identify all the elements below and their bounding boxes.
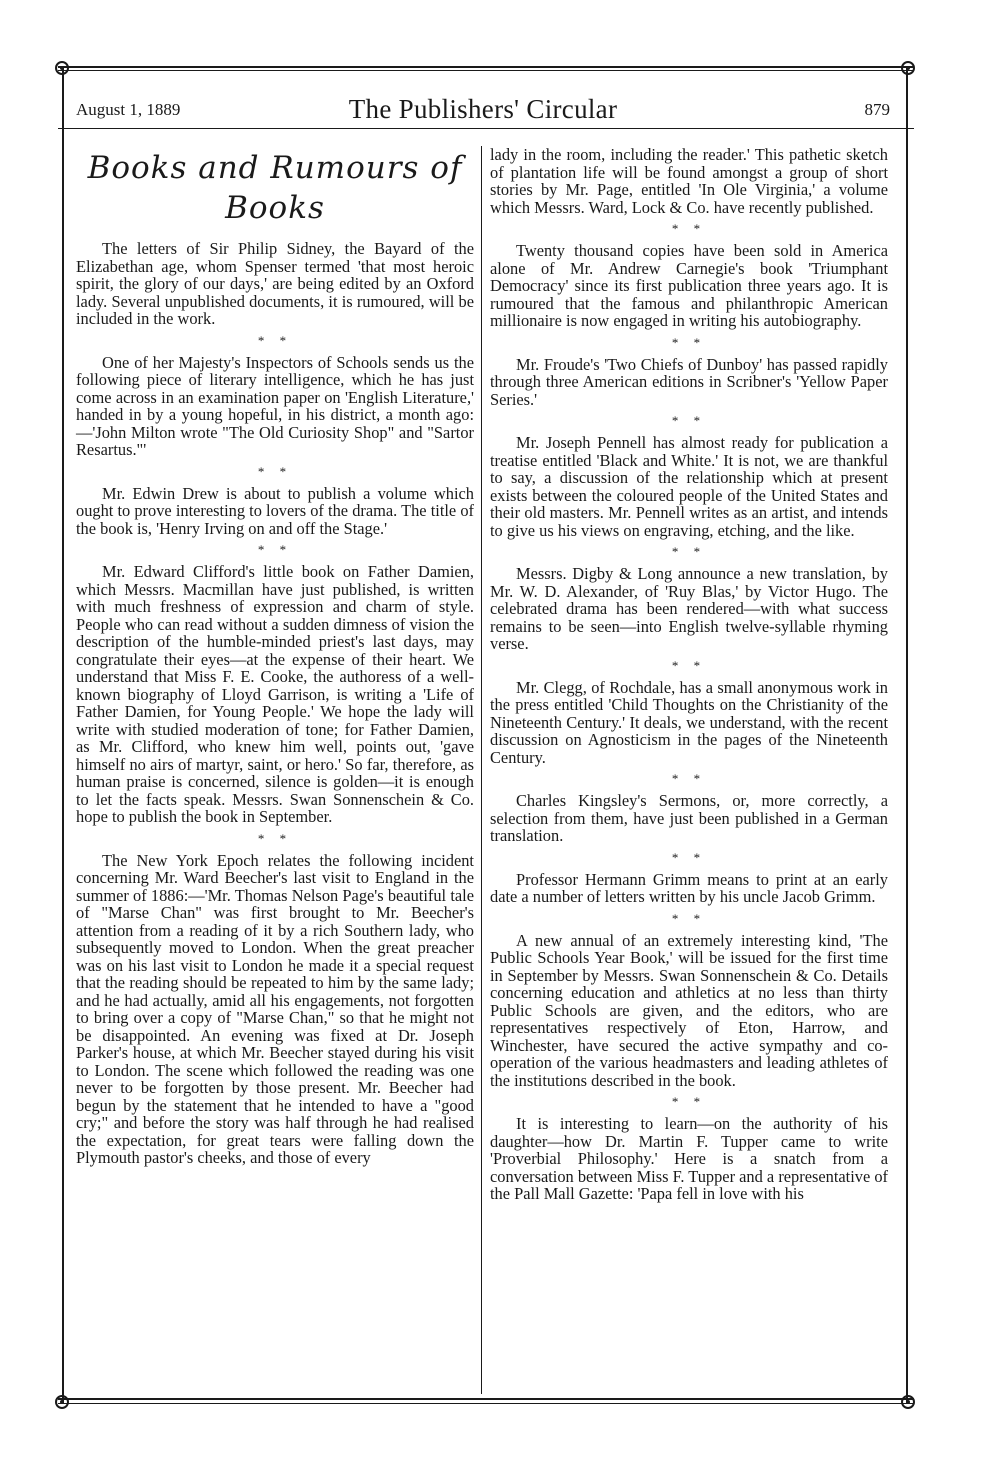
header-underline-rule: [58, 128, 914, 129]
right-column: [490, 146, 888, 1203]
corner-ornament-icon: [54, 1394, 70, 1410]
separator-asterisks: * *: [671, 413, 707, 428]
issue-date: August 1, 1889: [76, 100, 181, 119]
left-border-rule: [62, 66, 64, 1404]
separator-asterisks: * *: [671, 334, 707, 350]
article-paragraph: Professor Hermann Grimm means to print at an early date a number of letters written by his uncle Jacob Grimm.: [490, 869, 888, 906]
page-number: 879: [864, 100, 890, 119]
article-paragraph: Mr. Edwin Drew is about to publish a volume which ought to prove interesting to lovers of the drama. The title of the book is, 'Henry Irving on and off the Stage.': [76, 483, 474, 538]
article-paragraph: It is interesting to learn—on the authority of his daughter—how Dr. Martin F. Tupper came to write 'Proverbial Philosophy.' Here is a snatch from a conversation between Miss F. Tupper and a representative of the Pall Mall Gazette: 'Papa fell in love with his: [490, 1114, 888, 1203]
separator-asterisks: * *: [671, 849, 707, 865]
article-paragraph: Charles Kingsley's Sermons, or, more correctly, a selection from them, have just been published in a German translation.: [490, 791, 888, 845]
separator-asterisks: * *: [257, 332, 293, 348]
section-heading: Books and Rumours of Books: [87, 150, 463, 226]
continued-paragraph: lady in the room, including the reader.' This pathetic sketch of plantation life will be found amongst a group of short stories by Mr. Page, entitled 'In Ole Virginia,' a volume which Messrs. Ward, Lock & Co. have recently published.: [490, 145, 888, 217]
article-paragraph: A new annual of an extremely interesting kind, 'The Public Schools Year Book,' will be issued for the first time in September by Messrs. Swan Sonnenschein & Co. Details concerning education and athletics at no less than thirty Public Schools are given, and the editors, who are representatives respectively of Eton, Harrow, and Winchester, have secured the active sympathy and co-operation of the various headmasters and leading athletes of the institutions described in the book.: [490, 930, 888, 1090]
corner-ornament-icon: [900, 60, 916, 76]
article-paragraph: Messrs. Digby & Long announce a new translation, by Mr. W. D. Alexander, of 'Ruy Blas,' by Victor Hugo. The celebrated drama has been rendered—with what success remains to be seen—into English twelve-syllable rhyming verse.: [490, 564, 888, 653]
top-border-rule: [58, 66, 914, 68]
separator-asterisks: * *: [671, 544, 707, 559]
column-divider-rule: [481, 146, 482, 1394]
separator-asterisks: * *: [257, 463, 293, 479]
separator-asterisks: * *: [671, 771, 707, 786]
publication-title: The Publishers' Circular: [348, 94, 618, 124]
separator-asterisks: * *: [671, 657, 707, 673]
separator-asterisks: * *: [671, 910, 707, 926]
top-border-rule-inner: [58, 70, 914, 71]
article-paragraph: The New York Epoch relates the following incident concerning Mr. Ward Beecher's last visit to England in the summer of 1886:—'Mr. Thomas Nelson Page's beautiful tale of "Marse Chan" was first brought to Mr. Beecher's attention from a reading of it by a rich Southern lady, who subsequently moved to London. When the great preacher was on his last visit to London he made it a special request that the reading should be repeated to him by the same lady; and he had actually, amid all his engagements, not forgotten to bring over a copy of "Marse Chan," so that he might not be disappointed. An evening was fixed at Dr. Joseph Parker's house, at which Mr. Beecher stayed during his visit to London. The scene which followed the reading was one never to be forgotten by those present. Mr. Beecher had begun by the statement that he intended to have a "good cry;" and before the story was half through he had realised the expectation, for great tears were falling down the Plymouth pastor's cheeks, and those of every: [76, 850, 474, 1167]
separator-asterisks: * *: [671, 221, 707, 236]
article-paragraph: One of her Majesty's Inspectors of Schools sends us the following piece of literary intelligence, which he has just come across in an examination paper on 'English Literature,' handed in by a young hopeful, in his district, a month ago:—'John Milton wrote "The Old Curiosity Shop" and "Sartor Resartus."': [76, 352, 474, 459]
corner-ornament-icon: [54, 60, 70, 76]
page-header: [76, 94, 890, 124]
right-border-rule: [906, 66, 908, 1404]
separator-asterisks: * *: [257, 542, 293, 557]
left-column: [76, 146, 474, 1167]
article-paragraph: The letters of Sir Philip Sidney, the Bayard of the Elizabethan age, whom Spenser termed 'that most heroic spirit, the glory of our days,' are being edited by an Oxford lady. Several unpublished documents, it is rumoured, will be included in the work.: [76, 239, 474, 328]
article-paragraph: Twenty thousand copies have been sold in America alone of Mr. Andrew Carnegie's book 'Triumphant Democracy' since its first publication three years ago. It is rumoured that the famous and philanthropic American millionaire is now engaged in writing his autobiography.: [490, 241, 888, 330]
separator-asterisks: * *: [257, 830, 293, 846]
article-paragraph: Mr. Joseph Pennell has almost ready for publication a treatise entitled 'Black and White.' It is not, we are thankful to say, a discussion of the relationship which at present exists between the coloured people of the United States and their old masters. Mr. Pennell writes as an artist, and intends to give us his views on engraving, etching, and the like.: [490, 433, 888, 540]
bottom-border-rule-inner: [58, 1403, 914, 1404]
article-paragraph: Mr. Edward Clifford's little book on Father Damien, which Messrs. Macmillan have just published, is written with much freshness of expression and charm of style. People who can read without a sudden dimness of vision the description of the humble-minded priest's last days, may congratulate their eyes—at the expense of their heart. We understand that Miss F. E. Cooke, the authoress of a well-known biography of Lloyd Garrison, is writing a 'Life of Father Damien, for Young People.' We hope the lady will write with studied moderation of tone; for Father Damien, as Mr. Clifford, who knew him well, points out, 'gave himself no airs of martyr, saint, or hero.' So far, therefore, as human praise is concerned, silence is golden—it is enough to let the facts speak. Messrs. Swan Sonnenschein & Co. hope to publish the book in September.: [76, 562, 474, 826]
corner-ornament-icon: [900, 1394, 916, 1410]
bottom-border-rule: [58, 1398, 914, 1400]
article-paragraph: Mr. Clegg, of Rochdale, has a small anonymous work in the press entitled 'Child Thoughts on the Christianity of the Nineteenth Century.' It deals, we understand, with the recent discussion on Agnosticism in the pages of the Nineteenth Century.: [490, 677, 888, 767]
article-paragraph: Mr. Froude's 'Two Chiefs of Dunboy' has passed rapidly through three American editions in Scribner's 'Yellow Paper Series.': [490, 354, 888, 409]
separator-asterisks: * *: [671, 1094, 707, 1109]
